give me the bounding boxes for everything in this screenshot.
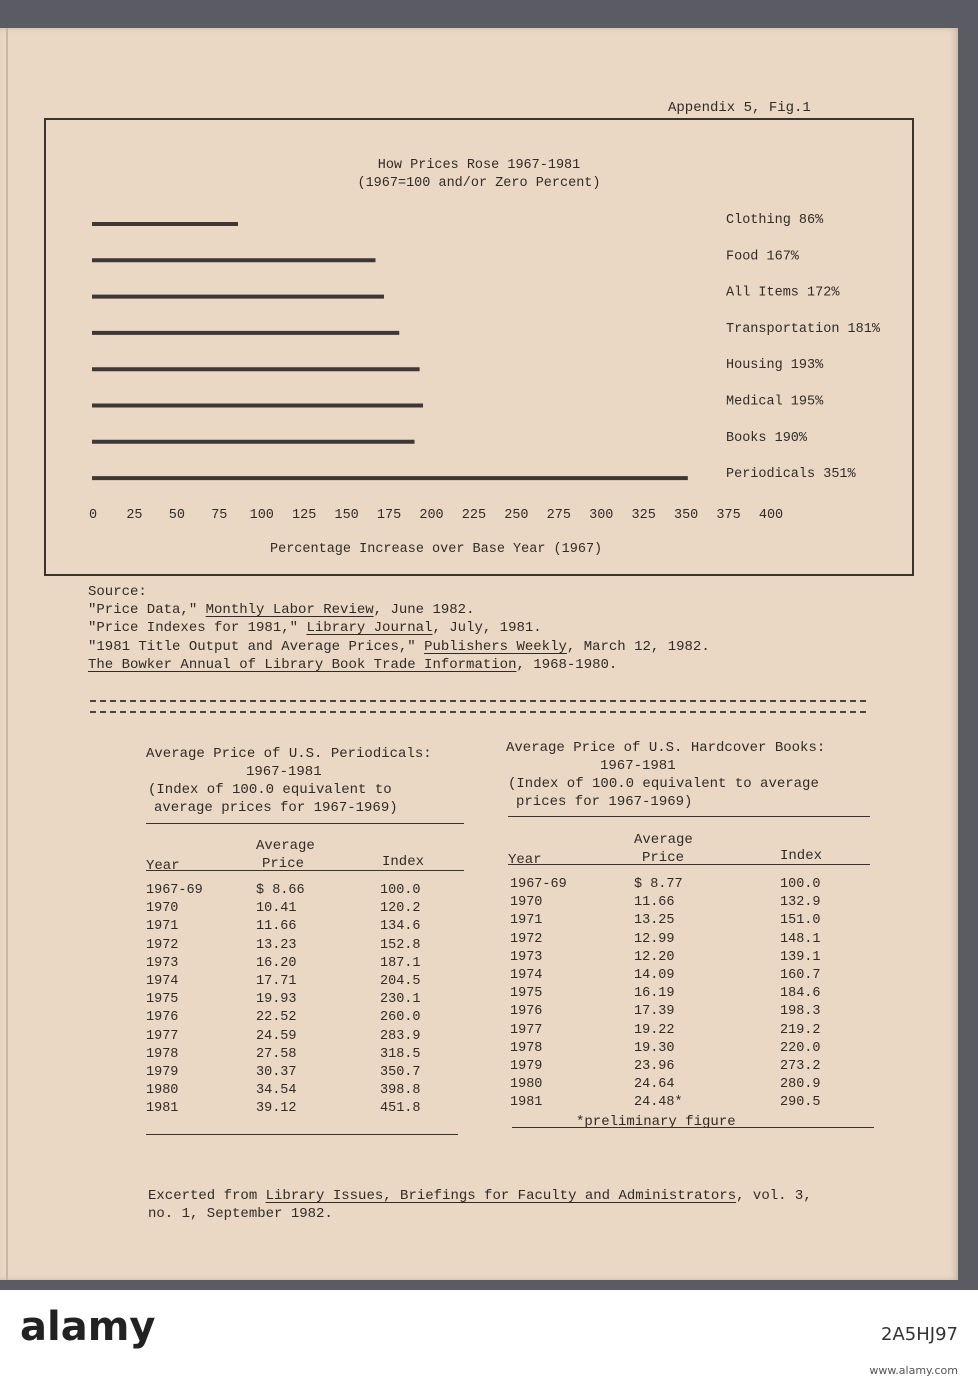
- table-row: [146, 991, 460, 1009]
- price-cell: 19.93: [256, 992, 297, 1008]
- x-tick-label: 50: [168, 508, 185, 523]
- year-cell: 1974: [510, 968, 543, 984]
- index-cell: 132.9: [780, 895, 821, 911]
- excerpt-line-1: Excerted from Library Issues, Briefings for Faculty and Administrators, vol. 3,: [148, 1188, 812, 1204]
- index-cell: 350.7: [380, 1064, 421, 1080]
- periodicals-table: [146, 882, 460, 1118]
- index-cell: 451.8: [380, 1101, 421, 1117]
- col-header-average: Average: [634, 832, 693, 848]
- index-cell: 198.3: [780, 1004, 821, 1020]
- index-cell: 152.8: [380, 937, 421, 953]
- source-citation: "1981 Title Output and Average Prices," Publishers Weekly, March 12, 1982.: [88, 638, 710, 655]
- table-row: [510, 1022, 870, 1040]
- col-header-index: Index: [382, 854, 425, 870]
- price-cell: 34.54: [256, 1083, 297, 1099]
- price-cell: 19.30: [634, 1040, 675, 1056]
- source-title: Library Journal: [306, 620, 433, 637]
- price-cell: 19.22: [634, 1022, 675, 1038]
- price-cell: 11.66: [634, 895, 675, 911]
- table-row: [146, 1082, 460, 1100]
- index-cell: 187.1: [380, 955, 421, 971]
- price-cell: $ 8.77: [634, 877, 683, 893]
- books-title: Average Price of U.S. Hardcover Books:: [506, 740, 826, 756]
- bar-chart: [46, 120, 912, 574]
- price-cell: 17.39: [634, 1004, 675, 1020]
- col-header-year: Year: [508, 852, 542, 868]
- x-tick-label: 25: [126, 508, 143, 523]
- price-cell: 13.25: [634, 913, 675, 929]
- index-cell: 260.0: [380, 1010, 421, 1026]
- year-cell: 1976: [510, 1004, 543, 1020]
- watermark-logo: alamy: [20, 1304, 156, 1350]
- books-note: prices for 1967-1969): [516, 794, 693, 810]
- index-cell: 134.6: [380, 919, 421, 935]
- table-rule: [508, 864, 870, 865]
- index-cell: 100.0: [780, 877, 821, 893]
- table-row: [146, 1064, 460, 1082]
- index-cell: 120.2: [380, 901, 421, 917]
- table-row: [510, 894, 870, 912]
- table-rule: [146, 823, 464, 824]
- index-cell: 100.0: [380, 883, 421, 899]
- bar-label: Transportation 181%: [726, 321, 880, 337]
- publication-title: Library Issues, Briefings for Faculty and Administrators: [265, 1188, 737, 1204]
- price-cell: 12.20: [634, 949, 675, 965]
- books-years: 1967-1981: [600, 758, 676, 774]
- x-tick-label: 125: [292, 508, 317, 523]
- year-cell: 1971: [146, 919, 179, 935]
- year-cell: 1972: [146, 937, 179, 953]
- year-cell: 1978: [510, 1040, 543, 1056]
- periodicals-years: 1967-1981: [246, 764, 322, 780]
- x-tick-label: 0: [89, 508, 98, 523]
- year-cell: 1972: [510, 931, 543, 947]
- year-cell: 1967-69: [510, 877, 567, 893]
- index-cell: 184.6: [780, 986, 821, 1002]
- table-row: [510, 876, 870, 894]
- source-citation: "Price Data," Monthly Labor Review, June 1982.: [88, 602, 475, 618]
- table-row: [146, 937, 460, 955]
- index-cell: 220.0: [780, 1040, 821, 1056]
- table-row: [510, 1058, 870, 1076]
- x-tick-label: 325: [631, 508, 656, 523]
- year-cell: 1970: [146, 901, 179, 917]
- bar-label: Medical 195%: [726, 394, 824, 410]
- year-cell: 1980: [510, 1077, 543, 1093]
- col-header-average: Average: [256, 838, 315, 854]
- x-tick-label: 175: [376, 508, 402, 523]
- table-row: [146, 1046, 460, 1064]
- bar-label: Food 167%: [726, 249, 799, 265]
- x-tick-label: 75: [211, 508, 228, 523]
- year-cell: 1971: [510, 913, 543, 929]
- table-row: [510, 1003, 870, 1021]
- source-title: The Bowker Annual of Library Book Trade Information: [88, 656, 517, 673]
- year-cell: 1977: [510, 1022, 543, 1038]
- year-cell: 1967-69: [146, 883, 203, 899]
- price-cell: 16.20: [256, 955, 297, 971]
- x-tick-label: 225: [461, 508, 487, 523]
- price-cell: 13.23: [256, 937, 297, 953]
- index-cell: 398.8: [380, 1083, 421, 1099]
- appendix-label: Appendix 5, Fig.1: [668, 100, 811, 116]
- index-cell: 204.5: [380, 974, 421, 990]
- price-cell: 22.52: [256, 1010, 297, 1026]
- chart-title: How Prices Rose 1967-1981: [377, 158, 581, 173]
- year-cell: 1975: [146, 992, 179, 1008]
- year-cell: 1974: [146, 974, 179, 990]
- source-heading: Source:: [88, 584, 147, 600]
- table-row: [510, 1094, 870, 1112]
- year-cell: 1975: [510, 986, 543, 1002]
- dashed-divider: [90, 700, 866, 702]
- excerpt-line-2: no. 1, September 1982.: [148, 1206, 333, 1222]
- table-rule: [512, 1127, 874, 1128]
- price-cell: 10.41: [256, 901, 297, 917]
- source-title: Publishers Weekly: [424, 638, 567, 655]
- watermark-image-id: 2A5HJ97: [881, 1324, 958, 1345]
- periodicals-title: Average Price of U.S. Periodicals:: [146, 746, 432, 762]
- index-cell: 280.9: [780, 1077, 821, 1093]
- col-header-index: Index: [780, 848, 823, 864]
- chart-subtitle: (1967=100 and/or Zero Percent): [357, 176, 601, 191]
- price-cell: 24.59: [256, 1028, 297, 1044]
- source-citation: The Bowker Annual of Library Book Trade Information, 1968-1980.: [88, 656, 618, 673]
- bar-label: Clothing 86%: [726, 213, 824, 228]
- price-cell: 24.48*: [634, 1095, 683, 1111]
- year-cell: 1973: [146, 955, 179, 971]
- year-cell: 1977: [146, 1028, 179, 1044]
- x-tick-label: 150: [334, 508, 359, 523]
- dashed-divider: [90, 711, 866, 713]
- table-rule: [146, 870, 464, 871]
- index-cell: 290.5: [780, 1095, 821, 1111]
- price-cell: 27.58: [256, 1046, 297, 1062]
- table-row: [146, 900, 460, 918]
- table-rule: [146, 1134, 458, 1135]
- table-row: [146, 955, 460, 973]
- table-row: [146, 1009, 460, 1027]
- col-header-price: Price: [642, 850, 685, 866]
- year-cell: 1978: [146, 1046, 179, 1062]
- price-cell: 24.64: [634, 1077, 675, 1093]
- bar-label: All Items 172%: [726, 285, 840, 301]
- table-row: [510, 949, 870, 967]
- table-row: [510, 985, 870, 1003]
- x-tick-label: 400: [758, 508, 784, 523]
- year-cell: 1981: [146, 1101, 179, 1117]
- x-tick-label: 375: [716, 508, 741, 523]
- price-cell: 23.96: [634, 1058, 675, 1074]
- index-cell: 148.1: [780, 931, 821, 947]
- index-cell: 273.2: [780, 1058, 821, 1074]
- index-cell: 151.0: [780, 913, 821, 929]
- price-cell: 30.37: [256, 1064, 297, 1080]
- x-tick-label: 200: [419, 508, 444, 523]
- table-row: [510, 967, 870, 985]
- bar-label: Books 190%: [726, 430, 808, 446]
- x-tick-label: 100: [249, 508, 274, 523]
- chart-frame: [44, 118, 914, 576]
- x-tick-label: 275: [546, 508, 571, 523]
- year-cell: 1976: [146, 1010, 179, 1026]
- year-cell: 1980: [146, 1083, 179, 1099]
- index-cell: 230.1: [380, 992, 421, 1008]
- bar-label: Periodicals 351%: [726, 467, 856, 483]
- year-cell: 1970: [510, 895, 543, 911]
- books-note: (Index of 100.0 equivalent to average: [508, 776, 819, 792]
- index-cell: 139.1: [780, 949, 821, 965]
- table-row: [510, 912, 870, 930]
- books-table: [510, 876, 870, 1112]
- index-cell: 318.5: [380, 1046, 421, 1062]
- table-row: [146, 1100, 460, 1118]
- index-cell: 160.7: [780, 968, 821, 984]
- source-citation: "Price Indexes for 1981," Library Journal, July, 1981.: [88, 620, 542, 637]
- price-cell: 11.66: [256, 919, 297, 935]
- footnote: *preliminary figure: [576, 1114, 736, 1130]
- col-header-year: Year: [146, 858, 180, 874]
- price-cell: 17.71: [256, 974, 297, 990]
- bar-label: Housing 193%: [726, 358, 824, 374]
- price-cell: 39.12: [256, 1101, 297, 1117]
- table-row: [146, 1028, 460, 1046]
- year-cell: 1973: [510, 949, 543, 965]
- index-cell: 219.2: [780, 1022, 821, 1038]
- col-header-price: Price: [262, 856, 305, 872]
- table-row: [146, 882, 460, 900]
- source-title: Monthly Labor Review: [205, 602, 374, 618]
- price-cell: 14.09: [634, 968, 675, 984]
- binding-edge: [6, 28, 8, 1280]
- year-cell: 1979: [510, 1058, 543, 1074]
- price-cell: 16.19: [634, 986, 675, 1002]
- x-tick-label: 300: [589, 508, 614, 523]
- x-tick-label: 350: [673, 508, 699, 523]
- x-axis-label: Percentage Increase over Base Year (1967): [270, 542, 603, 557]
- periodicals-note: average prices for 1967-1969): [154, 800, 398, 816]
- price-cell: 12.99: [634, 931, 675, 947]
- index-cell: 283.9: [380, 1028, 421, 1044]
- table-row: [146, 918, 460, 936]
- year-cell: 1981: [510, 1095, 543, 1111]
- year-cell: 1979: [146, 1064, 179, 1080]
- table-row: [510, 931, 870, 949]
- table-row: [146, 973, 460, 991]
- x-tick-label: 250: [504, 508, 529, 523]
- price-cell: $ 8.66: [256, 883, 305, 899]
- table-rule: [508, 816, 870, 817]
- table-row: [510, 1040, 870, 1058]
- table-row: [510, 1076, 870, 1094]
- watermark-url: www.alamy.com: [869, 1364, 958, 1377]
- periodicals-note: (Index of 100.0 equivalent to: [148, 782, 392, 798]
